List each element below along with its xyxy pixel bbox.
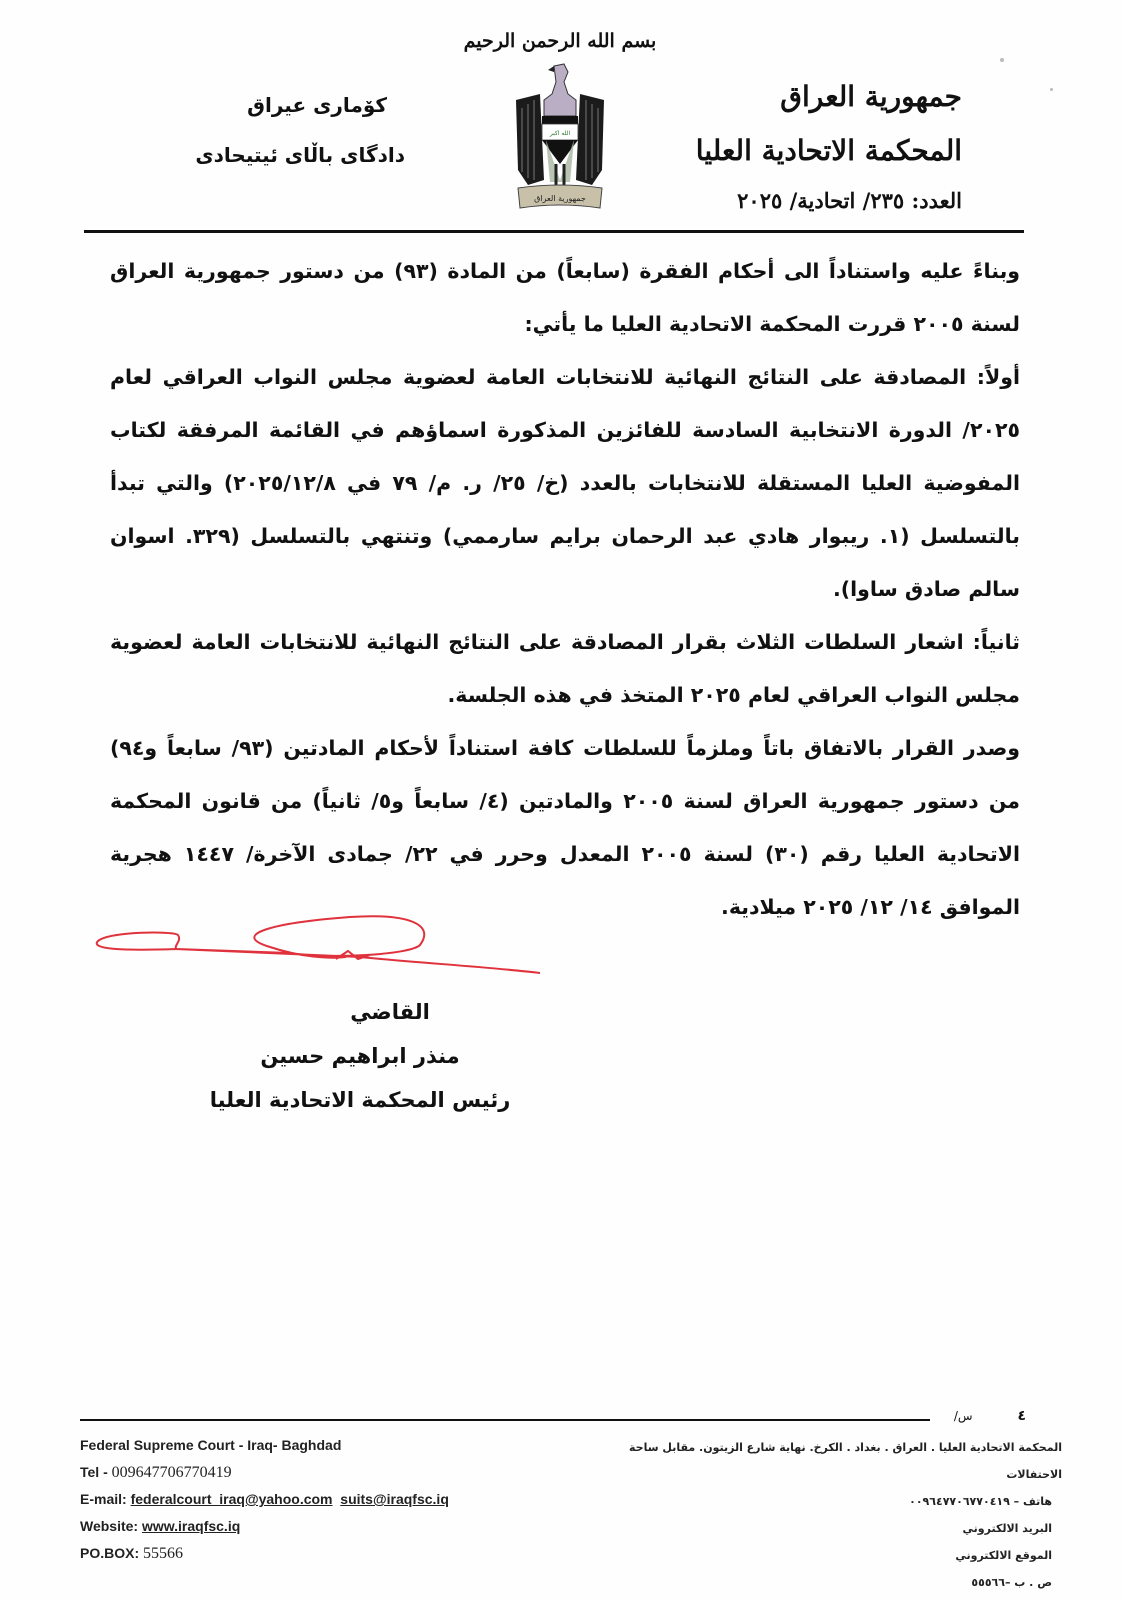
- decision-item-second: ثانياً: اشعار السلطات الثلاث بقرار المصادقة على النتائج النهائية للانتخابات العامة لعضوية مجلس النواب العراقي لعام ٢٠٢٥ المتخذ في هذه الجلسة.: [110, 630, 1020, 707]
- scan-speck: [1050, 88, 1053, 91]
- email-label: E-mail:: [80, 1491, 131, 1507]
- basmala: بسم الله الرحمن الرحيم: [463, 30, 657, 52]
- footer-contact-english: [80, 1432, 500, 1567]
- tel-value: 009647706770419: [111, 1464, 232, 1481]
- footer-org: Federal Supreme Court - Iraq- Baghdad: [80, 1437, 342, 1453]
- footer-contact-arabic: [582, 1434, 1062, 1596]
- footer-phone-arabic: هاتف – ٠٠٩٦٤٧٧٠٦٧٧٠٤١٩: [909, 1495, 1052, 1508]
- emblem-scroll-text: جمهورية العراق: [534, 194, 586, 203]
- header-country: جمهورية العراق: [780, 80, 962, 113]
- footer-tel-row: [80, 1459, 500, 1486]
- closing-paragraph: وصدر القرار بالاتفاق باتاً وملزماً للسلطات كافة استناداً لأحكام المادتين (٩٣/ سابعاً و٩٤) من دستور جمهورية العراق لسنة ٢٠٠٥ والمادتين (٤/ سابعاً و٥/ ثانياً) من قانون المحكمة الاتحادية العليا رقم (٣٠) لسنة ٢٠٠٥ المعدل وحرر في ٢٢/ جمادى الآخرة/ ١٤٤٧ هجرية الموافق ١٤/ ١٢/ ٢٠٢٥ ميلادية.: [110, 736, 1021, 919]
- signatory-name: منذر ابراهيم حسين: [260, 1044, 460, 1068]
- decision-body: [110, 245, 1020, 934]
- header-court-name-kurdish: دادگاى باڵاى ئيتيحادى: [195, 143, 405, 167]
- handwritten-signature: [90, 915, 540, 995]
- footer-website-arabic: الموقع الالكتروني: [955, 1549, 1052, 1562]
- iraq-coat-of-arms-emblem: [510, 60, 610, 216]
- page-marker: [954, 1408, 1026, 1424]
- footer-address-arabic: المحكمة الاتحادية العليا . العراق . بغداد . الكرخ. نهاية شارع الزيتون. مقابل ساحة الاحتفالات: [629, 1441, 1062, 1481]
- decision-item-first: أولاً: المصادقة على النتائج النهائية للانتخابات العامة لعضوية مجلس النواب العراقي لعام ٢٠٢٥/ الدورة الانتخابية السادسة للفائزين المذكورة اسماؤهم في القائمة المرفقة لكتاب المفوضية العليا المستقلة للانتخابات بالعدد (خ/ ٢٥/ ر. م/ ٧٩ في ٢٠٢٥/١٢/٨) والتي تبدأ بالتسلسل (١. ريبوار هادي عبد الرحمان برايم سارممي) وتنتهي بالتسلسل (٣٢٩. اسوان سالم صادق ساوا).: [110, 365, 1021, 601]
- scan-speck: [1000, 58, 1004, 62]
- signatory-position: رئيس المحكمة الاتحادية العليا: [209, 1088, 511, 1112]
- footer-email-arabic: البريد الالكتروني: [962, 1522, 1052, 1535]
- header-country-kurdish: كۆمارى عيراق: [247, 93, 387, 117]
- tel-label: Tel -: [80, 1464, 112, 1480]
- email-link-suits[interactable]: suits@iraqfsc.iq: [340, 1491, 449, 1507]
- intro-paragraph: وبناءً عليه واستناداً الى أحكام الفقرة (سابعاً) من المادة (٩٣) من دستور جمهورية العراق لسنة ٢٠٠٥ قررت المحكمة الاتحادية العليا ما يأتي:: [110, 259, 1021, 336]
- footer-divider: [80, 1419, 930, 1421]
- signature-block: [200, 990, 520, 1122]
- website-link[interactable]: www.iraqfsc.iq: [141, 1518, 241, 1534]
- emblem-banner-text: الله اكبر: [549, 130, 571, 137]
- footer-pobox-arabic: ص . ب –٥٥٥٦٦: [971, 1576, 1052, 1589]
- sheet-label: س/: [953, 1409, 973, 1423]
- email-link-primary[interactable]: federalcourt_iraq@yahoo.com: [130, 1491, 333, 1507]
- reference-number: العدد: ٢٣٥/ اتحادية/ ٢٠٢٥: [737, 188, 962, 213]
- pobox-label: PO.BOX:: [80, 1545, 144, 1561]
- footer-email-row: [80, 1486, 500, 1513]
- header-court-name: المحكمة الاتحادية العليا: [695, 134, 962, 167]
- header-divider: [84, 230, 1024, 233]
- website-label: Website:: [80, 1518, 142, 1534]
- footer-pobox-row: [80, 1540, 500, 1567]
- footer-website-row: [80, 1513, 500, 1540]
- signatory-title: القاضي: [350, 1000, 430, 1024]
- page-number: ٤: [1017, 1408, 1026, 1424]
- pobox-value: 55566: [143, 1545, 184, 1562]
